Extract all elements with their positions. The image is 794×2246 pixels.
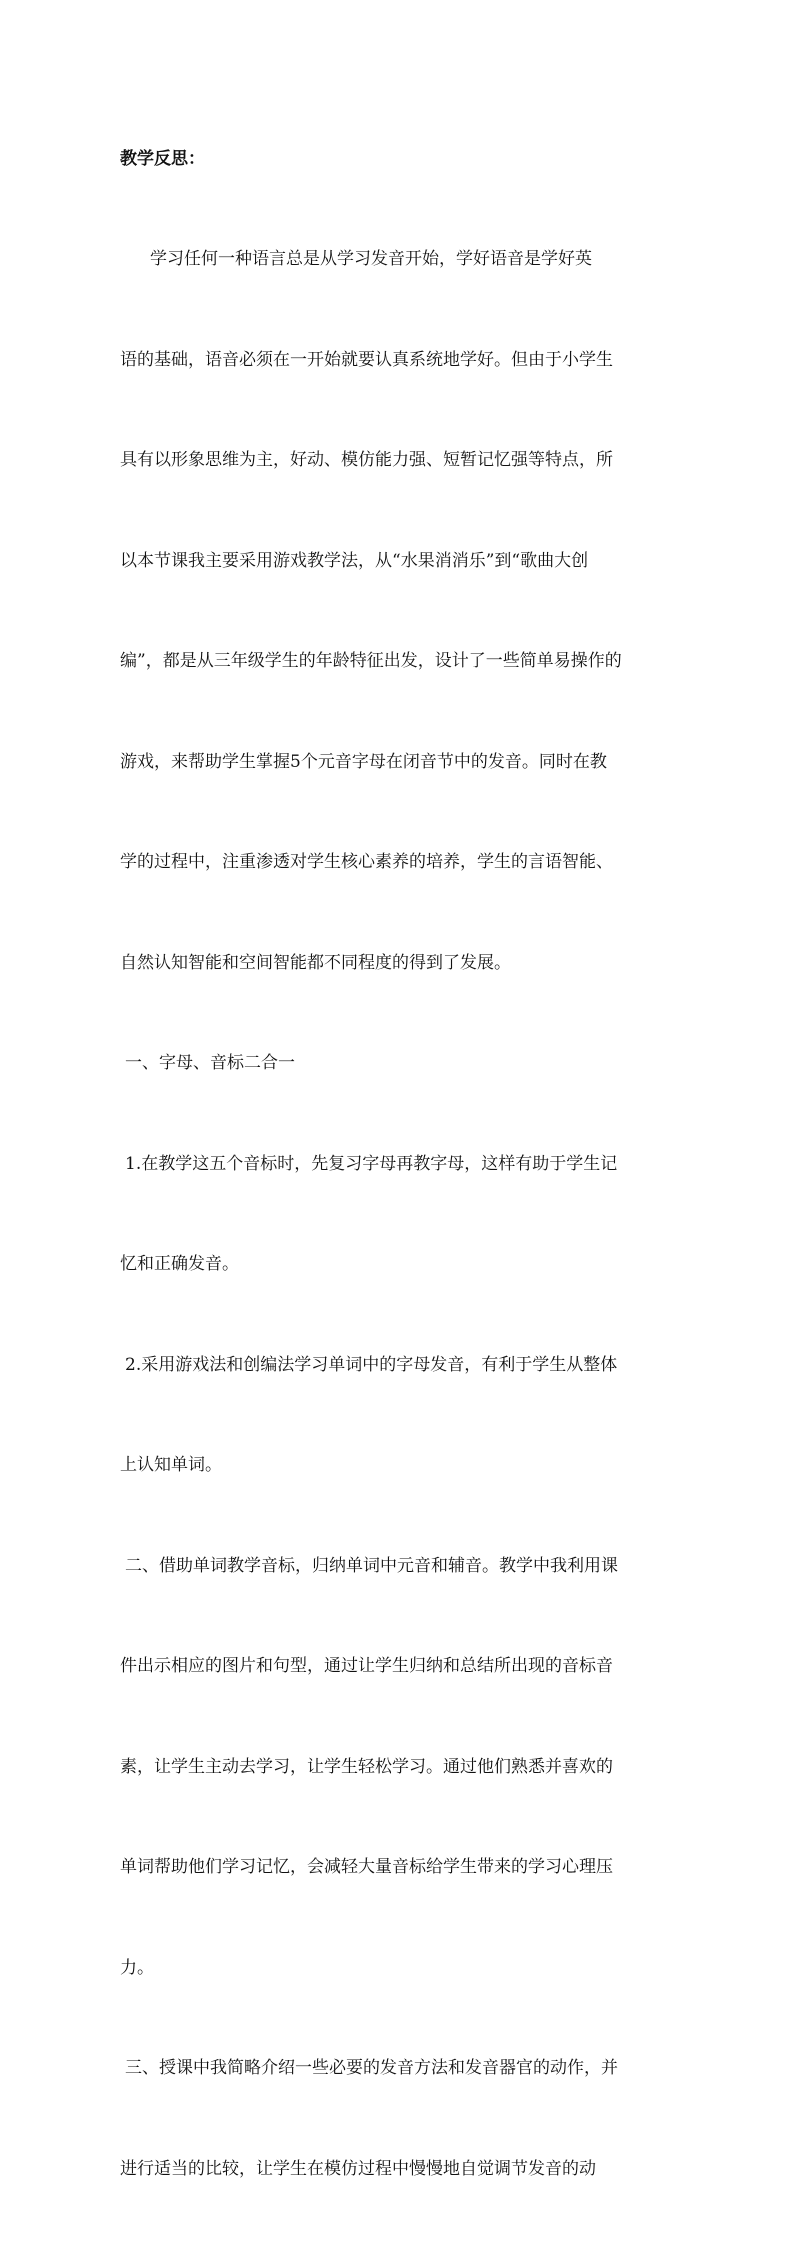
text-line: 进行适当的比较，让学生在模仿过程中慢慢地自觉调节发音的动	[120, 2158, 596, 2179]
text-line: 忆和正确发音。	[120, 1254, 239, 1274]
document-text	[120, 176, 680, 2246]
text-line: 以本节课我主要采用游戏教学法，从“水果消消乐”到“歌曲大创	[120, 550, 589, 571]
text-line: 上认知单词。	[120, 1455, 222, 1475]
list-item-2: 2.采用游戏法和创编法学习单词中的字母发音，有利于学生从整体	[125, 1354, 618, 1375]
text-line: 编”，都是从三年级学生的年龄特征出发，设计了一些简单易操作的	[120, 651, 622, 671]
text-line: 件出示相应的图片和句型，通过让学生归纳和总结所出现的音标音	[120, 1656, 613, 1676]
document-body	[120, 142, 680, 2246]
section-heading-1: 一、字母、音标二合一	[125, 1053, 295, 1073]
list-item-1: 1.在教学这五个音标时，先复习字母再教字母，这样有助于学生记	[125, 1153, 618, 1174]
section-title: 教学反思：	[120, 149, 205, 169]
text-line: 单词帮助他们学习记忆，会减轻大量音标给学生带来的学习心理压	[120, 1857, 613, 1877]
text-line: 学的过程中，注重渗透对学生核心素养的培养，学生的言语智能、	[120, 852, 613, 872]
text-line: 具有以形象思维为主，好动、模仿能力强、短暂记忆强等特点，所	[120, 450, 613, 470]
text-line: 力。	[120, 1957, 154, 1978]
text-line: 语的基础，语音必须在一开始就要认真系统地学好。但由于小学生	[120, 349, 613, 370]
text-line: 素，让学生主动去学习，让学生轻松学习。通过他们熟悉并喜欢的	[120, 1756, 613, 1777]
text-line: 自然认知智能和空间智能都不同程度的得到了发展。	[120, 952, 511, 973]
section-heading-3: 三、授课中我简略介绍一些必要的发音方法和发音器官的动作，并	[125, 2058, 618, 2078]
text-line: 学习任何一种语言总是从学习发音开始，学好语音是学好英	[150, 249, 592, 269]
text-line: 游戏，来帮助学生掌握5个元音字母在闭音节中的发音。同时在教	[120, 751, 607, 772]
section-heading-2: 二、借助单词教学音标，归纳单词中元音和辅音。教学中我利用课	[125, 1555, 618, 1576]
